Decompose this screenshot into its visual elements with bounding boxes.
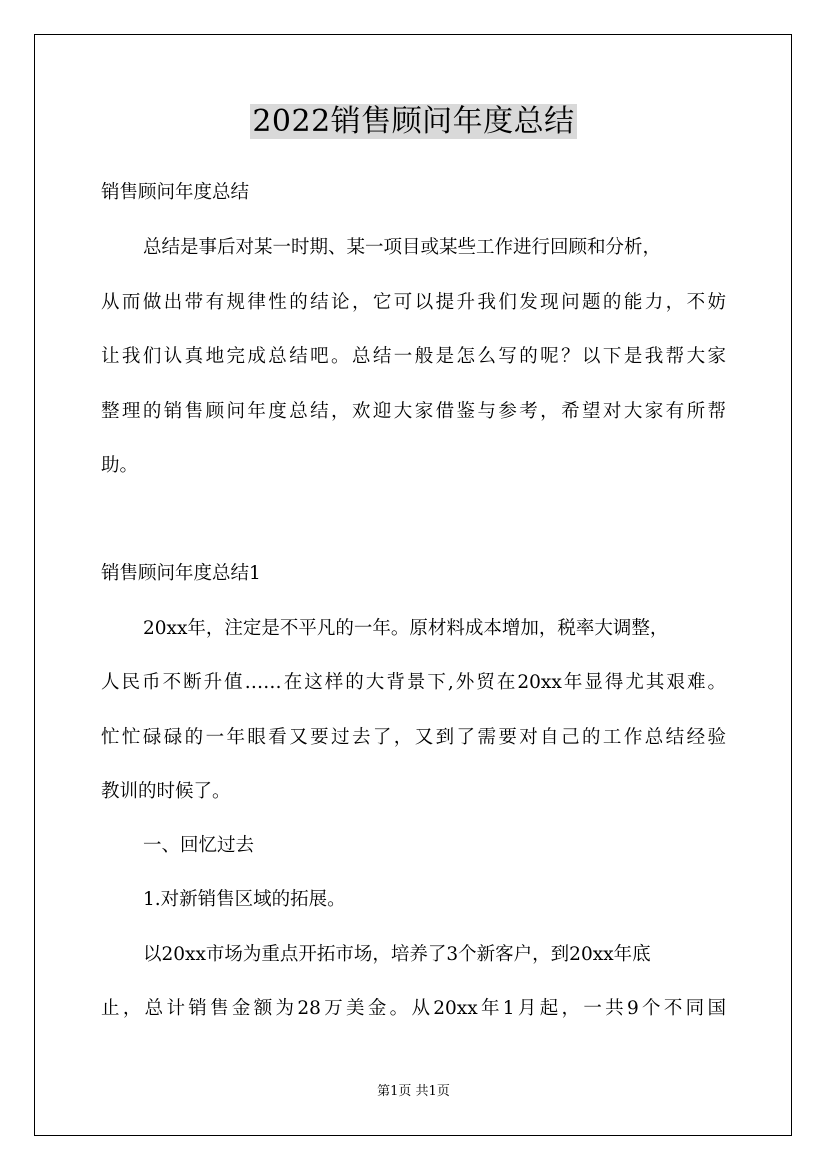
section-heading: 销售顾问年度总结 bbox=[101, 182, 250, 203]
paragraph-line: 总结是事后对某一时期、某一项目或某些工作进行回顾和分析， bbox=[143, 237, 662, 258]
subheading: 1.对新销售区域的拓展。 bbox=[143, 889, 346, 910]
subheading: 一、回忆过去 bbox=[143, 835, 255, 856]
paragraph-line: 忙忙碌碌的一年眼看又要过去了，又到了需要对自己的工作总结经验 bbox=[101, 727, 726, 748]
paragraph-line: 止，总计销售金额为28万美金。从20xx年1月起，一共9个不同国 bbox=[101, 998, 726, 1019]
paragraph-line: 20xx年，注定是不平凡的一年。原材料成本增加，税率大调整， bbox=[143, 618, 669, 639]
paragraph-line: 让我们认真地完成总结吧。总结一般是怎么写的呢？以下是我帮大家 bbox=[101, 346, 726, 367]
document-title bbox=[0, 102, 827, 142]
paragraph-line: 教训的时候了。 bbox=[101, 781, 231, 802]
section-heading: 销售顾问年度总结1 bbox=[101, 563, 261, 584]
paragraph-line: 从而做出带有规律性的结论，它可以提升我们发现问题的能力，不妨 bbox=[101, 292, 726, 313]
document-title-text: 2022销售顾问年度总结 bbox=[252, 104, 575, 139]
paragraph-line: 以20xx市场为重点开拓市场，培养了3个新客户，到20xx年底 bbox=[143, 944, 651, 965]
paragraph-line: 助。 bbox=[101, 455, 139, 476]
paragraph-line: 整理的销售顾问年度总结，欢迎大家借鉴与参考，希望对大家有所帮 bbox=[101, 401, 726, 422]
page-footer: 第1页 共1页 bbox=[377, 1084, 450, 1099]
paragraph-line: 人民币不断升值……在这样的大背景下,外贸在20xx年显得尤其艰难。 bbox=[101, 672, 726, 693]
